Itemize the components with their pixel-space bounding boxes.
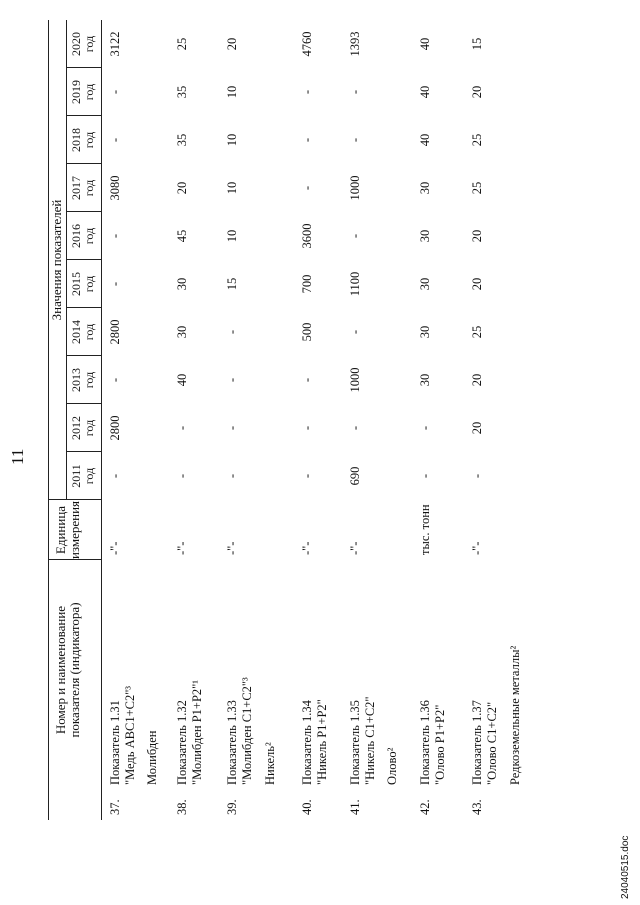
value-cell-2020: 1393: [348, 31, 362, 57]
year-header-unit: год: [82, 227, 96, 245]
indicator-name-line: "Олово P1+P2": [433, 704, 447, 785]
value-cell-2017: 25: [470, 181, 484, 195]
indicator-name-line: "Олово C1+C2": [485, 701, 499, 785]
unit-cell: тыс. тонн: [418, 504, 432, 555]
value-cell-2017: 30: [418, 181, 432, 195]
value-cell-2014: -: [348, 329, 362, 335]
table-row: [175, 0, 207, 905]
year-header-unit: год: [82, 467, 96, 485]
value-cell-2018: -: [348, 137, 362, 143]
year-header-year: 2020: [69, 32, 83, 56]
year-header-year: 2013: [69, 368, 83, 392]
value-cell-2012: -: [348, 425, 362, 431]
indicator-name-line: Показатель 1.32: [175, 700, 189, 785]
section-heading: Молибден: [145, 730, 159, 785]
year-header-year: 2017: [69, 176, 83, 200]
table-row: [348, 0, 380, 905]
page-number: 11: [8, 448, 27, 465]
value-cell-2020: 3122: [108, 31, 122, 57]
values-group-rule: [66, 20, 67, 500]
value-cell-2014: 30: [418, 325, 432, 339]
value-cell-2019: 20: [470, 85, 484, 99]
value-cell-2020: 20: [225, 37, 239, 51]
value-cell-2018: 35: [175, 133, 189, 147]
value-cell-2013: -: [108, 377, 122, 383]
value-cell-2018: 10: [225, 133, 239, 147]
unit-cell: -"-: [470, 541, 484, 555]
value-cell-2016: -: [108, 233, 122, 239]
value-cell-2019: -: [108, 89, 122, 95]
value-cell-2013: 20: [470, 373, 484, 387]
year-header-year: 2018: [69, 128, 83, 152]
value-cell-2014: 2800: [108, 319, 122, 345]
value-cell-2018: 25: [470, 133, 484, 147]
row-number: 38.: [175, 799, 189, 815]
value-cell-2016: -: [348, 233, 362, 239]
value-cell-2016: 20: [470, 229, 484, 243]
value-cell-2018: -: [108, 137, 122, 143]
value-cell-2015: 700: [300, 274, 314, 294]
indicator-name: [108, 686, 138, 785]
indicator-name-line: "Молибден C1+C2"³: [240, 677, 254, 785]
value-cell-2016: 45: [175, 229, 189, 243]
value-cell-2017: 20: [175, 181, 189, 195]
indicator-name-line: "Молибден P1+P2"¹: [190, 680, 204, 785]
header-unit-column: [54, 500, 82, 560]
indicator-name-line: Показатель 1.31: [108, 700, 122, 785]
year-header-2016: [70, 212, 96, 260]
value-cell-2012: -: [175, 425, 189, 431]
indicator-name-line: Показатель 1.36: [418, 700, 432, 785]
row-number: 43.: [470, 799, 484, 815]
section-heading: Никель²: [263, 742, 277, 785]
year-header-unit: год: [82, 131, 96, 149]
header-unit-line1: Единица: [53, 505, 68, 555]
unit-cell: -"-: [175, 541, 189, 555]
header-bottom-rule: [101, 20, 102, 820]
year-header-2012: [70, 404, 96, 452]
value-cell-2013: 1000: [348, 367, 362, 393]
value-cell-2017: 1000: [348, 175, 362, 201]
value-cell-2014: 30: [175, 325, 189, 339]
value-cell-2013: 30: [418, 373, 432, 387]
indicator-name-line: Показатель 1.37: [470, 700, 484, 785]
section-heading: Редкоземельные металлы²: [508, 645, 522, 785]
value-cell-2018: -: [300, 137, 314, 143]
value-cell-2011: -: [225, 473, 239, 479]
indicator-name-line: Показатель 1.33: [225, 700, 239, 785]
value-cell-2011: -: [470, 473, 484, 479]
indicator-name: [225, 677, 255, 785]
value-cell-2011: -: [300, 473, 314, 479]
year-header-unit: год: [82, 323, 96, 341]
year-header-2017: [70, 164, 96, 212]
indicator-name: [348, 696, 378, 785]
indicator-name: [300, 699, 330, 785]
value-cell-2012: -: [418, 425, 432, 431]
value-cell-2016: 10: [225, 229, 239, 243]
value-cell-2012: -: [225, 425, 239, 431]
unit-cell: -"-: [348, 541, 362, 555]
row-number: 41.: [348, 799, 362, 815]
table-row: [300, 0, 332, 905]
year-header-2018: [70, 116, 96, 164]
value-cell-2019: 40: [418, 85, 432, 99]
year-header-unit: год: [82, 419, 96, 437]
value-cell-2011: 690: [348, 466, 362, 486]
file-footer: 24040515.doc: [620, 835, 631, 899]
value-cell-2011: -: [175, 473, 189, 479]
value-cell-2012: 2800: [108, 415, 122, 441]
year-header-2014: [70, 308, 96, 356]
year-header-year: 2012: [69, 416, 83, 440]
year-header-2015: [70, 260, 96, 308]
value-cell-2020: 25: [175, 37, 189, 51]
value-cell-2020: 40: [418, 37, 432, 51]
row-number: 40.: [300, 799, 314, 815]
value-cell-2015: 1100: [348, 271, 362, 297]
year-header-unit: год: [82, 275, 96, 293]
value-cell-2015: 30: [418, 277, 432, 291]
value-cell-2012: -: [300, 425, 314, 431]
value-cell-2017: 10: [225, 181, 239, 195]
value-cell-2014: 25: [470, 325, 484, 339]
value-cell-2013: -: [225, 377, 239, 383]
table-row: [470, 0, 502, 905]
indicator-name: [470, 700, 500, 785]
value-cell-2013: -: [300, 377, 314, 383]
indicator-name: [175, 680, 205, 785]
year-header-2020: [70, 20, 96, 68]
header-unit-line2: измерения: [67, 500, 82, 560]
indicator-name-line: "Медь ABC1+C2"³: [123, 685, 137, 785]
row-number: 39.: [225, 799, 239, 815]
value-cell-2017: 3080: [108, 175, 122, 201]
header-name-line1: Номер и наименование: [53, 605, 68, 735]
header-name-column: [54, 565, 82, 775]
year-header-year: 2015: [69, 272, 83, 296]
table-row: [418, 0, 450, 905]
year-header-unit: год: [82, 371, 96, 389]
unit-cell: -"-: [108, 541, 122, 555]
value-cell-2015: 30: [175, 277, 189, 291]
value-cell-2015: -: [108, 281, 122, 287]
year-header-2013: [70, 356, 96, 404]
year-header-year: 2019: [69, 80, 83, 104]
value-cell-2015: 15: [225, 277, 239, 291]
section-heading: Олово²: [385, 747, 399, 785]
indicator-name-line: Показатель 1.34: [300, 700, 314, 785]
table-row: [108, 0, 140, 905]
value-cell-2012: 20: [470, 421, 484, 435]
value-cell-2014: 500: [300, 322, 314, 342]
value-cell-2011: -: [108, 473, 122, 479]
indicator-name-line: Показатель 1.35: [348, 700, 362, 785]
unit-cell: -"-: [300, 541, 314, 555]
unit-cell: -"-: [225, 541, 239, 555]
table-row: [225, 0, 257, 905]
value-cell-2014: -: [225, 329, 239, 335]
header-values-group: Значения показателей: [49, 199, 64, 321]
year-header-unit: год: [82, 35, 96, 53]
indicator-name-line: "Никель P1+P2": [315, 699, 329, 785]
year-header-2011: [70, 452, 96, 500]
value-cell-2020: 4760: [300, 31, 314, 57]
value-cell-2019: -: [300, 89, 314, 95]
value-cell-2016: 30: [418, 229, 432, 243]
row-number: 37.: [108, 799, 122, 815]
value-cell-2019: 10: [225, 85, 239, 99]
value-cell-2015: 20: [470, 277, 484, 291]
indicator-name-line: "Никель C1+C2": [363, 696, 377, 785]
value-cell-2018: 40: [418, 133, 432, 147]
year-header-unit: год: [82, 179, 96, 197]
year-header-unit: год: [82, 83, 96, 101]
row-number: 42.: [418, 799, 432, 815]
value-cell-2013: 40: [175, 373, 189, 387]
value-cell-2019: -: [348, 89, 362, 95]
year-header-year: 2011: [69, 464, 83, 488]
table-top-rule: [48, 20, 49, 820]
value-cell-2019: 35: [175, 85, 189, 99]
year-header-2019: [70, 68, 96, 116]
year-header-year: 2014: [69, 320, 83, 344]
indicator-name: [418, 700, 448, 785]
value-cell-2020: 15: [470, 37, 484, 51]
value-cell-2016: 3600: [300, 223, 314, 249]
year-header-year: 2016: [69, 224, 83, 248]
header-name-line2: показателя (индикатора): [67, 602, 82, 738]
value-cell-2017: -: [300, 185, 314, 191]
value-cell-2011: -: [418, 473, 432, 479]
